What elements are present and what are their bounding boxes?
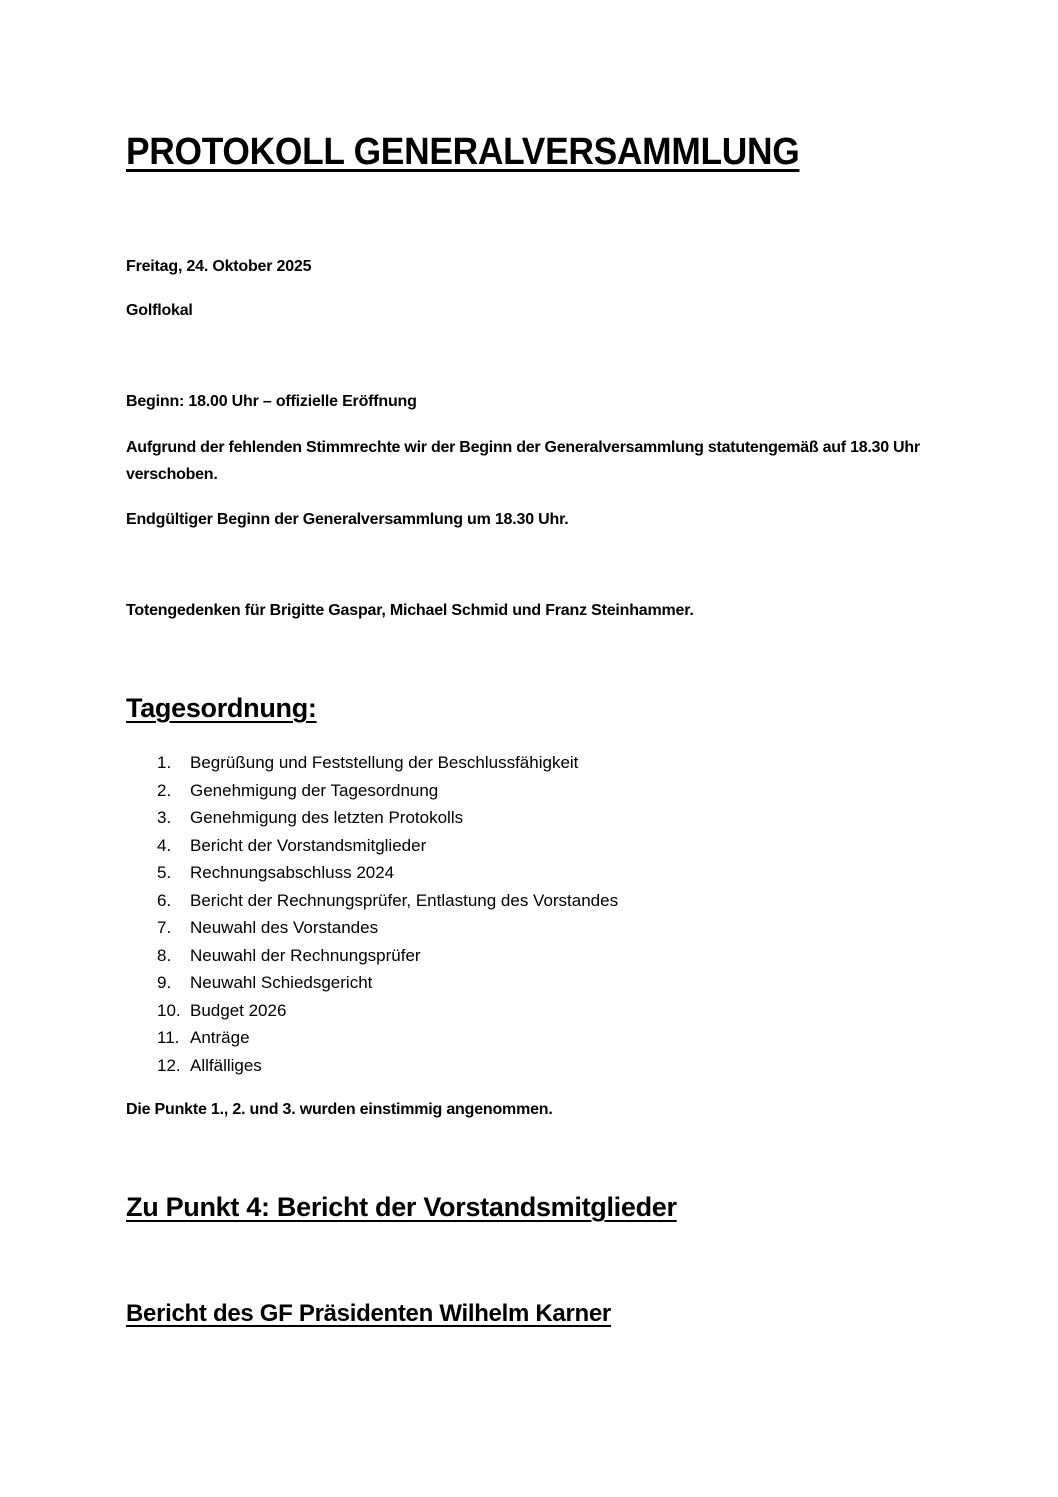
agenda-item-number: 4. [157,835,172,855]
agenda-item-text: Bericht der Rechnungsprüfer, Entlastung des Vorstandes [190,890,619,910]
agenda-item-text: Neuwahl des Vorstandes [190,918,379,937]
agenda-item-number: 11. [157,1028,180,1047]
final-start-line: Endgültiger Beginn der Generalversammlung um 18.30 Uhr. [126,511,569,528]
agenda-item-text: Neuwahl Schiedsgericht [190,973,373,992]
meeting-location: Golflokal [126,302,193,319]
agenda-item-number: 8. [157,945,172,965]
agenda-item-text: Rechnungsabschluss 2024 [190,863,395,882]
agenda-item-number: 1. [157,753,172,772]
agenda-item [157,1055,618,1083]
agenda-item-text: Genehmigung des letzten Protokolls [190,808,464,827]
agenda-item [157,752,618,780]
agenda-item [157,890,618,918]
agenda-item-number: 2. [157,780,172,800]
meeting-date: Freitag, 24. Oktober 2025 [126,258,312,275]
agenda-item [157,807,618,835]
start-time-line: Beginn: 18.00 Uhr – offizielle Eröffnung [126,393,417,410]
document-title: PROTOKOLL GENERALVERSAMMLUNG [126,131,800,173]
agenda-item [157,1027,618,1055]
agenda-item-text: Anträge [190,1028,250,1047]
agenda-item-number: 10. [157,1000,181,1020]
memorial-line: Totengedenken für Brigitte Gaspar, Michael Schmid und Franz Steinhammer. [126,602,694,619]
agenda-resolution: Die Punkte 1., 2. und 3. wurden einstimmig angenommen. [126,1101,553,1118]
agenda-item-text: Neuwahl der Rechnungsprüfer [190,945,421,965]
agenda-item-number: 6. [157,890,172,910]
agenda-item [157,780,618,808]
agenda-item-number: 12. [157,1055,181,1075]
agenda-item-number: 7. [157,918,172,937]
agenda-item-number: 3. [157,808,172,827]
president-report-heading: Bericht des GF Präsidenten Wilhelm Karner [126,1300,611,1327]
agenda-item-number: 9. [157,973,172,992]
section-4-heading: Zu Punkt 4: Bericht der Vorstandsmitglieder [126,1192,677,1222]
agenda-heading: Tagesordnung: [126,693,317,723]
postponement-paragraph: Aufgrund der fehlenden Stimmrechte wir der Beginn der Generalversammlung statutengemäß auf 18.30 Uhr verschoben. [126,439,920,483]
agenda-list [157,752,618,1082]
agenda-item-text: Bericht der Vorstandsmitglieder [190,835,427,855]
agenda-item-text: Budget 2026 [190,1000,287,1020]
agenda-item [157,1000,618,1028]
agenda-item-text: Genehmigung der Tagesordnung [190,780,439,800]
agenda-item [157,972,618,1000]
agenda-item [157,862,618,890]
agenda-item-text: Begrüßung und Feststellung der Beschlussfähigkeit [190,753,579,772]
agenda-item [157,917,618,945]
agenda-item-number: 5. [157,863,172,882]
agenda-item-text: Allfälliges [190,1055,262,1075]
agenda-item [157,835,618,863]
agenda-item [157,945,618,973]
